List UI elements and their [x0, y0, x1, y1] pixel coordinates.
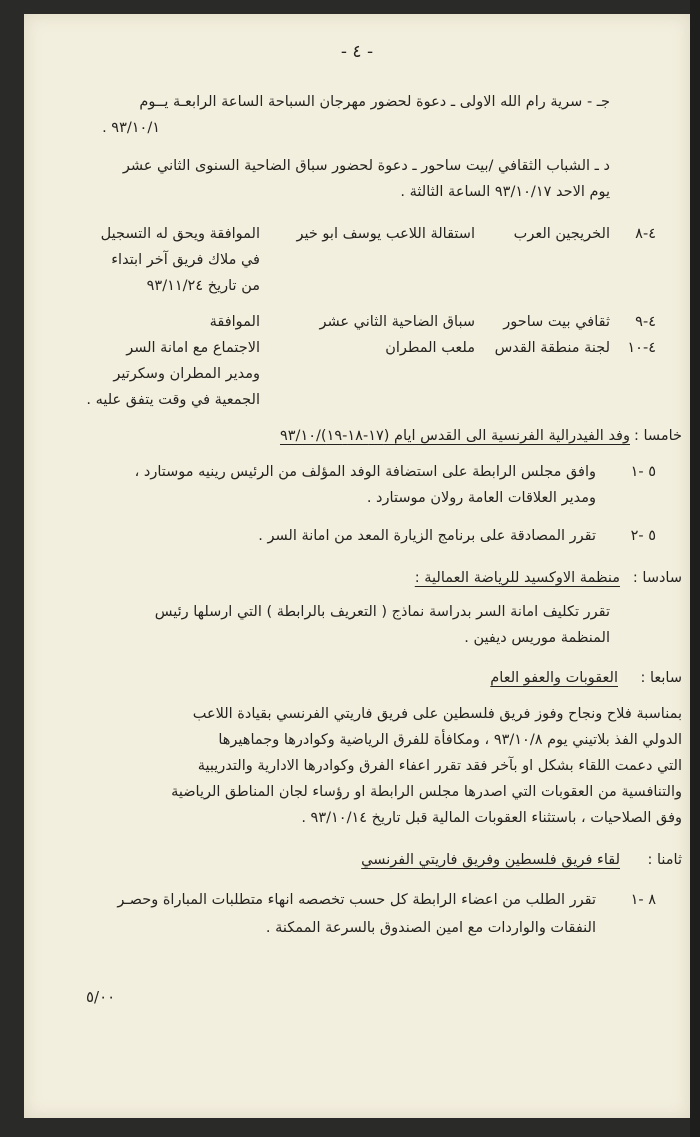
- item-text: وافق مجلس الرابطة على استضافة الوفد المؤلف من الرئيس رينيه موستارد ،: [134, 464, 596, 480]
- section-label: سابعا :: [640, 670, 682, 686]
- section-title: منظمة الاوكسيد للرياضة العمالية :: [414, 570, 620, 586]
- section-d-line2: يوم الاحد ٩٣/١٠/١٧ الساعة الثالثة .: [400, 184, 610, 200]
- section-d-line1: د ـ الشباب الثقافي /بيت ساحور ـ دعوة لحضور سباق الضاحية السنوى الثاني عشر: [122, 158, 610, 174]
- item-subject: سباق الضاحية الثاني عشر: [319, 314, 475, 330]
- document-page: [24, 14, 690, 1118]
- paragraph-line: والتنافسية من العقوبات التي اصدرها مجلس الرابطة او رؤساء لجان المناطق الرياضية: [171, 784, 682, 800]
- section-title: وفد الفيدرالية الفرنسية الى القدس ايام (١٧-١٨-١٩)/٩٣/١٠: [279, 428, 630, 444]
- item-number: ٥ -٢: [630, 528, 656, 544]
- item-number: ٤-١٠: [627, 340, 656, 356]
- item-text: النفقات والواردات مع امين الصندوق بالسرعة الممكنة .: [265, 920, 596, 936]
- continuation-marker: ٥/٠٠: [86, 988, 116, 1006]
- item-number: ٨ -١: [630, 892, 656, 908]
- item-decision-line: الموافقة ويحق له التسجيل: [100, 226, 260, 242]
- item-decision-line: الاجتماع مع امانة السر: [126, 340, 260, 356]
- section-label: خامسا :: [634, 428, 682, 444]
- section-label: ثامنا :: [647, 852, 682, 868]
- paragraph-line: الدولي الفذ بلاتيني يوم ٩٣/١٠/٨ ، ومكافأة للفرق الرياضية وكوادرها وجماهيرها: [218, 732, 682, 748]
- item-text: ومدير العلاقات العامة رولان موستارد .: [366, 490, 596, 506]
- item-number: ٤-٩: [635, 314, 656, 330]
- item-decision-line: الجمعية في وقت يتفق عليه .: [86, 392, 260, 408]
- section-text: تقرر تكليف امانة السر بدراسة نماذج ( التعريف بالرابطة ) التي ارسلها رئيس: [154, 604, 610, 620]
- section-title: العقوبات والعفو العام: [490, 670, 618, 686]
- item-decision-line: في ملاك فريق آخر ابتداء: [111, 252, 260, 268]
- section-j-line1: جـ - سرية رام الله الاولى ـ دعوة لحضور مهرجان السباحة الساعة الرابعـة يــوم: [139, 94, 610, 110]
- item-decision-line: الموافقة: [209, 314, 260, 330]
- section-title: لقاء فريق فلسطين وفريق فاريتي الفرنسي: [361, 852, 620, 868]
- paragraph-line: التي دعمت اللقاء بشكل او بآخر فقد تقرر اعفاء الفرق وكوادرها الادارية والتدريبية: [197, 758, 682, 774]
- item-number: ٥ -١: [630, 464, 656, 480]
- item-text: تقرر الطلب من اعضاء الرابطة كل حسب تخصصه انهاء متطلبات المباراة وحصـر: [117, 892, 596, 908]
- item-party: الخريجين العرب: [513, 226, 610, 242]
- scanner-edge: [690, 0, 700, 1137]
- item-number: ٤-٨: [635, 226, 656, 242]
- item-subject: استقالة اللاعب يوسف ابو خير: [296, 226, 475, 242]
- paragraph-line: بمناسبة فلاح ونجاح وفوز فريق فلسطين على فريق فاريتي الفرنسي بقيادة اللاعب: [192, 706, 682, 722]
- page-number: - ٤ -: [340, 42, 374, 62]
- paragraph-line: وفق الصلاحيات ، باستثناء العقوبات المالية قبل تاريخ ٩٣/١٠/١٤ .: [301, 810, 682, 826]
- item-party: لجنة منطقة القدس: [494, 340, 610, 356]
- item-decision-line: ومدير المطران وسكرتير: [113, 366, 260, 382]
- item-text: تقرر المصادقة على برنامج الزيارة المعد من امانة السر .: [258, 528, 596, 544]
- section-j-line2: ٩٣/١٠/١ .: [102, 120, 160, 136]
- item-subject: ملعب المطران: [385, 340, 475, 356]
- item-decision-line: من تاريخ ٩٣/١١/٢٤: [146, 278, 260, 294]
- section-label: سادسا :: [632, 570, 682, 586]
- section-text: المنظمة موريس ديفين .: [464, 630, 610, 646]
- item-party: ثقافي بيت ساحور: [503, 314, 610, 330]
